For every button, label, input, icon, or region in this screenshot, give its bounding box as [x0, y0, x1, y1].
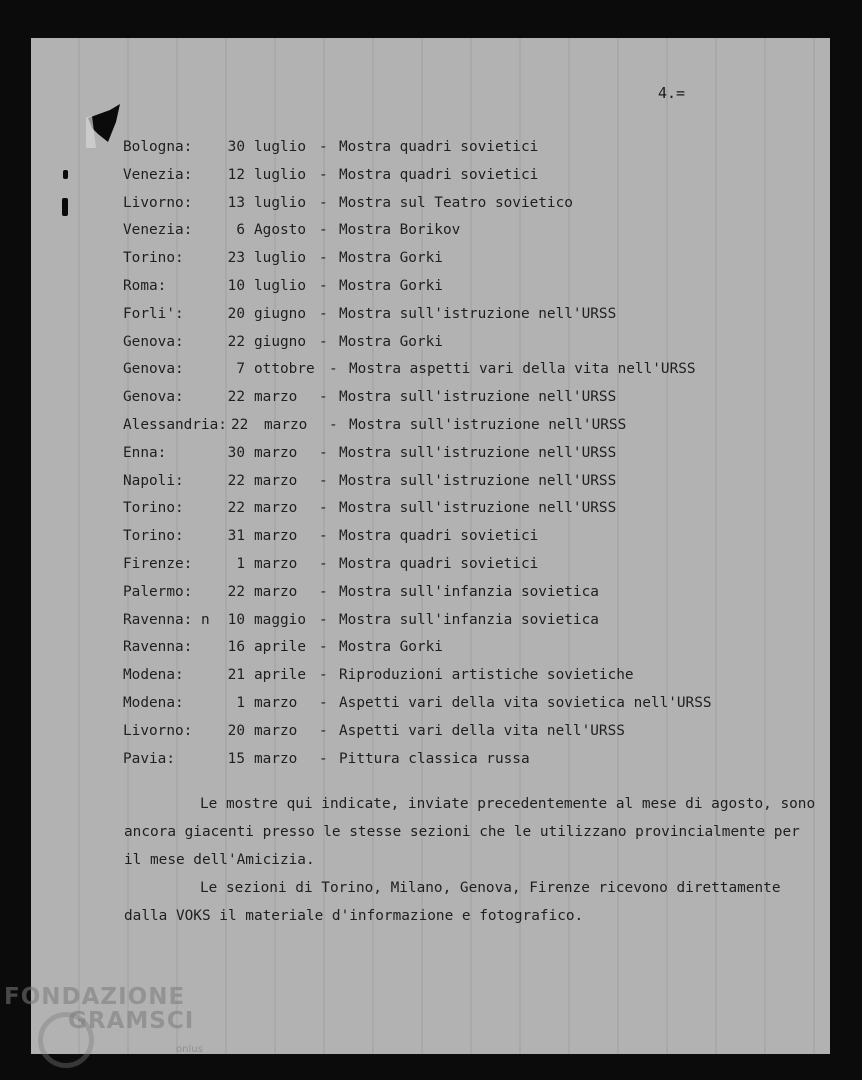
month: marzo — [254, 722, 298, 739]
day: 22 — [227, 472, 245, 489]
city: Torino: — [123, 500, 184, 517]
city: Napoli: — [123, 472, 184, 489]
city: Modena: — [123, 694, 184, 711]
description: Mostra sull'infanzia sovietica — [339, 583, 599, 600]
city: Roma: — [123, 277, 167, 294]
day: 30 — [227, 139, 245, 155]
description: Mostra sull'istruzione nell'URSS — [339, 389, 617, 406]
description: Mostra Gorki — [339, 277, 443, 294]
city: Genova: — [123, 361, 184, 378]
description: Aspetti vari della vita nell'URSS — [339, 722, 625, 739]
day: 1 — [236, 694, 245, 711]
month: giugno — [254, 305, 306, 322]
city: Forli': — [123, 305, 184, 322]
city: Torino: — [123, 250, 184, 267]
day: 20 — [227, 305, 245, 322]
city: Livorno: — [123, 194, 193, 211]
description: Aspetti vari della vita sovietica nell'URSS — [339, 694, 712, 711]
month: luglio — [254, 250, 306, 267]
day: 16 — [227, 639, 245, 656]
description: Mostra sull'istruzione nell'URSS — [339, 500, 617, 517]
month: luglio — [254, 277, 306, 294]
description: Mostra quadri sovietici — [339, 166, 539, 183]
city: Torino: — [123, 528, 184, 545]
day: 22 — [227, 389, 245, 406]
closing-paragraph-1 — [124, 790, 824, 930]
day: 1 — [236, 555, 245, 572]
day: 22 — [227, 333, 245, 350]
torn-corner-icon — [86, 104, 126, 148]
city: Venezia: — [123, 222, 193, 239]
month: marzo — [254, 555, 298, 572]
city: Pavia: — [123, 750, 175, 767]
month: marzo — [264, 416, 308, 433]
city: Ravenna: n — [123, 611, 210, 628]
month: marzo — [254, 472, 298, 489]
day: 10 — [227, 611, 245, 628]
month: marzo — [254, 389, 298, 406]
description: Mostra quadri sovietici — [339, 555, 539, 572]
description: Mostra sull'infanzia sovietica — [339, 611, 599, 628]
description: Mostra Gorki — [339, 639, 443, 656]
description: Mostra sull'istruzione nell'URSS — [339, 444, 617, 461]
month: marzo — [254, 444, 298, 461]
month: marzo — [254, 583, 298, 600]
city: Firenze: — [123, 555, 193, 572]
description: Mostra Gorki — [339, 250, 443, 267]
day: 10 — [227, 277, 245, 294]
day: 22 — [227, 583, 245, 600]
day: 23 — [227, 250, 245, 267]
description: Mostra Borikov — [339, 222, 461, 239]
city: Genova: — [123, 333, 184, 350]
description: Mostra quadri sovietici — [339, 528, 539, 545]
day: 22 — [231, 416, 249, 433]
page-number: 4.= — [658, 84, 686, 102]
month: Agosto — [254, 222, 306, 239]
description: Mostra Gorki — [339, 333, 443, 350]
description: Mostra quadri sovietici — [339, 139, 539, 155]
description: Riproduzioni artistiche sovietiche — [339, 667, 634, 684]
city: Ravenna: — [123, 639, 193, 656]
paragraph-text: Le sezioni di Torino, Milano, Genova, Firenze ricevono direttamente dalla VOKS il materiale d'informazione e fotografico. — [124, 880, 781, 924]
city: Modena: — [123, 667, 184, 684]
day: 30 — [227, 444, 245, 461]
watermark-line1: FONDAZIONE — [4, 984, 186, 1010]
city: Alessandria: — [123, 416, 227, 433]
description: Pittura classica russa — [339, 750, 530, 767]
month: luglio — [254, 166, 306, 183]
day: 12 — [227, 166, 245, 183]
month: maggio — [254, 611, 306, 628]
city: Genova: — [123, 389, 184, 406]
day: 6 — [236, 222, 245, 239]
day: 15 — [227, 750, 245, 767]
watermark-logo — [4, 984, 194, 1034]
city: Enna: — [123, 444, 167, 461]
month: ottobre — [254, 361, 315, 378]
paragraph-text: Le mostre qui indicate, inviate precedentemente al mese di agosto, sono ancora giacenti presso le stesse sezioni che le utilizzano provincialmente per il mese dell'Amicizia. — [124, 796, 816, 868]
month: aprile — [254, 667, 306, 684]
day: 21 — [227, 667, 245, 684]
punch-hole-mark — [62, 198, 68, 216]
city: Venezia: — [123, 166, 193, 183]
day: 7 — [236, 361, 245, 378]
month: luglio — [254, 139, 306, 155]
month: marzo — [254, 750, 298, 767]
month: giugno — [254, 333, 306, 350]
month: marzo — [254, 694, 298, 711]
month: luglio — [254, 194, 306, 211]
description: Mostra sul Teatro sovietico — [339, 194, 573, 211]
city: Livorno: — [123, 722, 193, 739]
city: Palermo: — [123, 583, 193, 600]
day: 31 — [227, 528, 245, 545]
day: 20 — [227, 722, 245, 739]
city: Bologna: — [123, 139, 193, 155]
watermark-onlus: onlus — [176, 1044, 203, 1055]
day: 22 — [227, 500, 245, 517]
day: 13 — [227, 194, 245, 211]
description: Mostra sull'istruzione nell'URSS — [339, 472, 617, 489]
description: Mostra sull'istruzione nell'URSS — [339, 305, 617, 322]
watermark-line2: GRAMSCI — [68, 1008, 195, 1034]
description: Mostra sull'istruzione nell'URSS — [349, 416, 627, 433]
month: marzo — [254, 500, 298, 517]
description: Mostra aspetti vari della vita nell'URSS — [349, 361, 696, 378]
month: aprile — [254, 639, 306, 656]
month: marzo — [254, 528, 298, 545]
punch-hole-mark — [63, 170, 68, 179]
